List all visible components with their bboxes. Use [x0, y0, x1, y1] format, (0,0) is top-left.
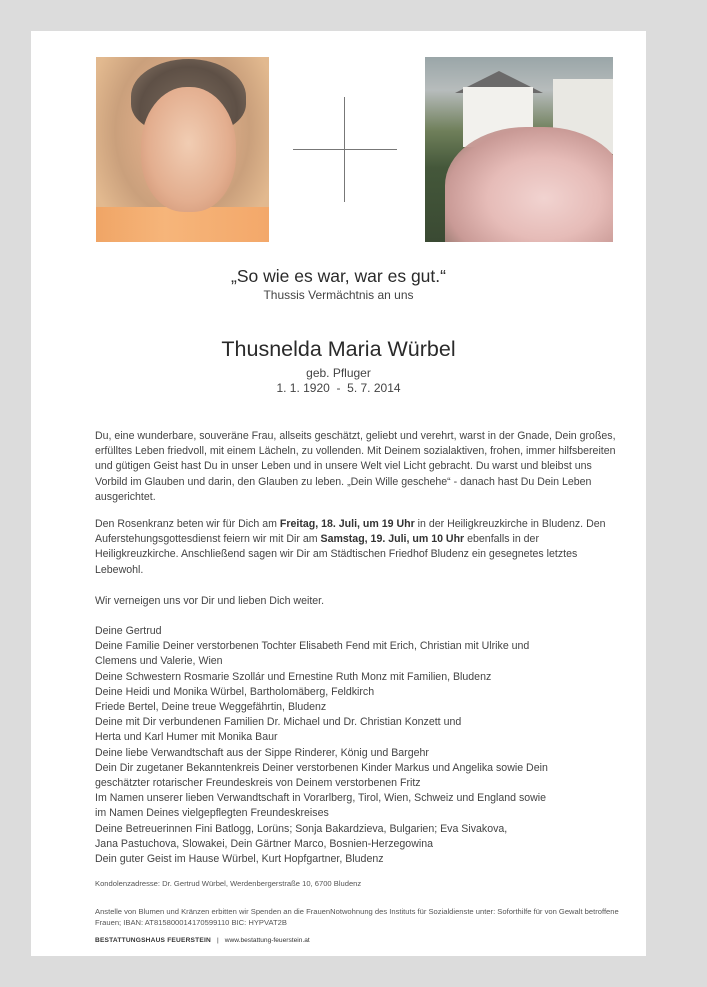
list-item: Deine liebe Verwandtschaft aus der Sippe Rinderer, König und Bargehr — [95, 746, 429, 759]
list-item: Deine Heidi und Monika Würbel, Bartholomäberg, Feldkirch — [95, 685, 375, 698]
mourners-list — [95, 624, 625, 867]
tribute-paragraph: Du, eine wunderbare, souveräne Frau, allseits geschätzt, geliebt und verehrt, warst in der Gnade, Dein großes, erfülltes Leben friedvoll, mit einem Lächeln, zu vollenden. Mit Deinem sozialaktiven, frohen, immer hilfsbereiten und gütigen Geist hast Du in unser Leben und in unsere Welt viel Licht gebracht. Du warst und bleibst uns Vorbild im Glauben und darin, den Glauben zu leben. „Dein Wille geschehe“ - danach hast Du Dein Leben ausgerichtet. — [95, 430, 616, 503]
footer-separator: | — [216, 937, 219, 944]
quote-subtitle: Thussis Vermächtnis an uns — [263, 288, 414, 302]
list-item: im Namen Deines vielgepflegten Freundeskreises — [95, 807, 329, 820]
obituary-sheet — [31, 31, 646, 956]
farewell-line: Wir verneigen uns vor Dir und lieben Dich weiter. — [95, 595, 325, 607]
condolence-address: Kondolenzadresse: Dr. Gertrud Würbel, Werdenbergerstraße 10, 6700 Bludenz — [95, 879, 362, 888]
list-item: Friede Bertel, Deine treue Weggefährtin, Bludenz — [95, 701, 327, 714]
list-item: Deine Betreuerinnen Fini Batlogg, Lorüns; Sonja Bakardzieva, Bulgarien; Eva Sivakova, — [95, 822, 508, 835]
quote: „So wie es war, war es gut.“ — [231, 266, 446, 286]
list-item: geschätzter rotarischer Freundeskreis von Deinem verstorbenen Fritz — [95, 777, 421, 790]
portrait-photo — [96, 57, 269, 242]
list-item: Dein Dir zugetaner Bekanntenkreis Deiner verstorbenen Kinder Markus und Angelika sowie Dein — [95, 761, 548, 774]
deceased-name: Thusnelda Maria Würbel — [221, 337, 456, 361]
list-item: Herta und Karl Humer mit Monika Baur — [95, 731, 278, 744]
church-photo — [425, 57, 613, 242]
list-item: Deine Familie Deiner verstorbenen Tochter Elisabeth Fend mit Erich, Christian mit Ulrike und — [95, 640, 530, 653]
list-item: Clemens und Valerie, Wien — [95, 655, 223, 668]
funeral-date: Samstag, 19. Juli, um 10 Uhr — [320, 533, 465, 546]
funeral-home-name: BESTATTUNGSHAUS FEUERSTEIN — [95, 937, 211, 944]
service-paragraph: Den Rosenkranz beten wir für Dich am Freitag, 18. Juli, um 19 Uhr in der Heiligkreuzkirche in Bludenz. Den Auferstehungsgottesdienst feiern wir mit Dir am Samstag, 19. Juli, um 10 Uhr ebenfalls in der Heiligkreuzkirche. Anschließend sagen wir Dir am Städtischen Friedhof Bludenz ein gesegnetes letztes Lebewohl. — [95, 518, 606, 576]
list-item: Deine Schwestern Rosmarie Szollár und Ernestine Ruth Monz mit Familien, Bludenz — [95, 670, 492, 683]
rosary-date: Freitag, 18. Juli, um 19 Uhr — [279, 518, 415, 530]
list-item: Dein guter Geist im Hause Würbel, Kurt Hopfgartner, Bludenz — [95, 853, 384, 866]
list-item: Jana Pastuchova, Slowakei, Dein Gärtner Marco, Bosnien-Herzegowina — [95, 837, 433, 850]
life-dates: 1. 1. 1920 - 5. 7. 2014 — [276, 381, 401, 395]
website-link[interactable]: www.bestattung-feuerstein.at — [224, 937, 310, 944]
list-item: Deine mit Dir verbundenen Familien Dr. Michael und Dr. Christian Konzett und — [95, 716, 462, 729]
list-item: Deine Gertrud — [95, 625, 162, 637]
birth-name: geb. Pfluger — [306, 366, 371, 380]
list-item: Im Namen unserer lieben Verwandtschaft in Vorarlberg, Tirol, Wien, Schweiz und England sowie — [95, 792, 547, 805]
donation-note: Anstelle von Blumen und Kränzen erbitten wir Spenden an die FrauenNotwohnung des Instituts für Sozialdienste unter: Soforthilfe für von Gewalt betroffene Frauen; IBAN: AT815800014170599110 BIC: HYPVAT2B — [95, 907, 619, 927]
footer — [95, 937, 310, 944]
